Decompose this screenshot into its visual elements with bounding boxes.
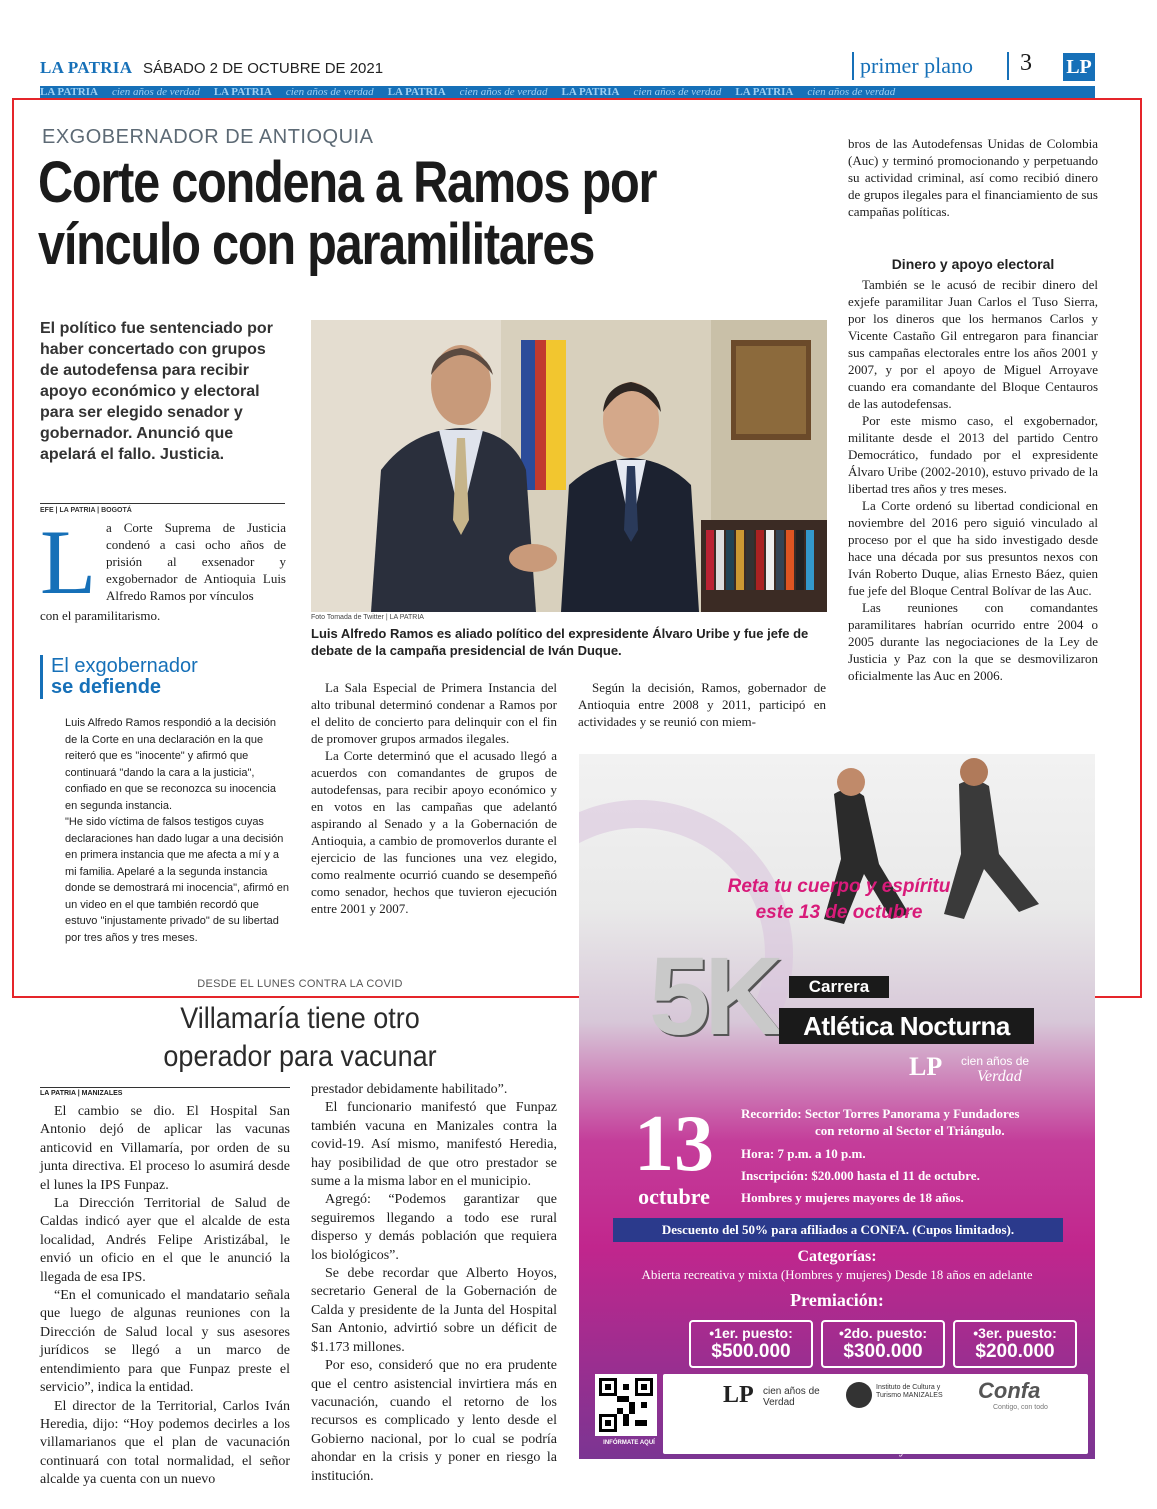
sponsor-instituto: Instituto de Cultura y Turismo MANIZALES <box>876 1384 943 1399</box>
article-lead <box>106 519 286 604</box>
ad-prize-1 <box>689 1320 813 1368</box>
article-paragraph: Por este mismo caso, el exgobernador, militante desde el 2013 del partido Centro Democrático, fundado por el expresidente Álvaro Uribe (2002-2010), estuvo privado de la libertad tres años y tres meses. <box>848 413 1098 496</box>
story2-paragraph: Se debe recordar que Alberto Hoyos, secretario General de la Gobernación de Calda y presidente de la Junta del Hospital San Antonio, advirtió sobre un déficit de $1.173 millones. <box>311 1266 557 1355</box>
article-paragraph: También se le acusó de recibir dinero del exjefe paramilitar Juan Carlos el Tuso Sierra, por los dineros que los hermanos Carlos y Vicente Castaño Gil entregaron para financiar sus campañas electorales entre los años 2001 y 2007, y por el apoyo de Miguel Arroyave cuando era comandante del Bloque Centauros de las autodefensas. <box>848 277 1098 411</box>
ad-time: Hora: 7 p.m. a 10 p.m. <box>741 1146 866 1161</box>
prize-place: •1er. puesto: <box>709 1325 793 1341</box>
ad-requirement: Hombres y mujeres mayores de 18 años. <box>741 1190 964 1205</box>
story2-paragraph: El funcionario manifestó que Funpaz también vacuna en Manizales contra la covid-19. Así mismo, manifestó Heredia, hay posibilidad de que otro prestador se sume a la misma labor en el municipio. <box>311 1100 557 1190</box>
prize-place: •2do. puesto: <box>838 1325 928 1341</box>
article-column-3 <box>578 679 826 730</box>
lp-logo: LP <box>1063 53 1095 81</box>
sidebar-title-2: se defiende <box>51 676 162 698</box>
ad-route-2: con retorno al Sector el Triángulo. <box>815 1123 1005 1138</box>
ad-verdad: Verdad <box>977 1068 1022 1085</box>
masthead-date: SÁBADO 2 DE OCTUBRE DE 2021 <box>143 60 384 77</box>
sponsor-lp: LP <box>723 1382 754 1408</box>
ad-route: Recorrido: Sector Torres Panorama y Fundadores <box>741 1106 1020 1121</box>
ad-day: 13 <box>634 1100 714 1188</box>
ad-footer-line-1: Inscripciones: Cra. 20 No. 46 - 35 La Patria Barrio Saénz <box>684 1428 990 1442</box>
story2-paragraph: prestador debidamente habilitado”. <box>311 1082 508 1097</box>
story2-headline-line-2: operador para vacunar <box>163 1040 437 1073</box>
article-paragraph: Según la decisión, Ramos, gobernador de Antioquia entre 2008 y 2011, participó en actividades y se reunió con miem- <box>578 680 826 729</box>
sidebar-paragraph: "He sido víctima de falsos testigos cuyas declaraciones han dado lugar a una decisión en primera instancia que me afecta a mí y a mi familia. Apelaré a la segunda instancia donde se demostrará mi inocencia", afirmó en un video en el que también recordó que estuvo "injustamente privado" de su libertad por tres años y tres meses. <box>65 816 290 944</box>
ad-atletica: Atlética Nocturna <box>779 1008 1034 1044</box>
sidebar-title-1: El exgobernador <box>51 655 198 677</box>
ad-discount: Descuento del 50% para afiliados a CONFA. (Cupos limitados). <box>613 1218 1063 1242</box>
ad-month: octubre <box>638 1184 710 1209</box>
ad-slogan-1: Reta tu cuerpo y espíritu <box>727 876 951 897</box>
prize-place: •3er. puesto: <box>973 1325 1057 1341</box>
ad-5k: 5K <box>649 935 778 1058</box>
strip-brand: LA PATRIA <box>387 86 446 98</box>
drop-cap: L <box>40 511 97 613</box>
strip-brand: LA PATRIA <box>213 86 272 98</box>
instituto-logo-icon <box>846 1382 872 1408</box>
story2-paragraph: La Dirección Territorial de Salud de Caldas indicó ayer que el alcalde de esta localidad, Andrés Felipe Aristizábal, le envió un oficio en el que le anunció la llegada de esa IPS. <box>40 1196 290 1285</box>
ad-slogan-2: este 13 de octubre <box>755 902 923 923</box>
ad-prize-3 <box>953 1320 1077 1368</box>
section-divider <box>1007 52 1009 80</box>
article-column-2 <box>311 679 557 917</box>
ad-carrera: Carrera <box>789 976 889 998</box>
article-lede: El político fue sentenciado por haber concertado con grupos de autodefensa para recibir apoyo económico y electoral para ser elegido senador y gobernador. Anunció que apelará el fallo. Justicia. <box>40 320 273 463</box>
strip-brand: LA PATRIA <box>561 86 620 98</box>
strip-brand: LA PATRIA <box>735 86 794 98</box>
article-subhead: Dinero y apoyo electoral <box>891 256 1055 272</box>
race-advertisement <box>579 754 1095 1459</box>
story2-kicker: DESDE EL LUNES CONTRA LA COVID <box>197 978 403 990</box>
page-number: 3 <box>1020 50 1032 76</box>
headline-line-2: vínculo con paramilitares <box>38 212 595 277</box>
story2-paragraph: Por eso, consideró que no era prudente que el centro asistencial invirtiera más en vacunación, cuando el retorno de los recursos es complicado y lento desde el Gobierno nacional, por lo cual se podría ahondar en la crisis y poner en riesgo la institución. <box>311 1358 557 1484</box>
strip-slogan: cien años de verdad <box>285 86 374 98</box>
ad-prizes-title: Premiación: <box>790 1290 884 1310</box>
ad-lp-logo: LP <box>909 1052 943 1081</box>
lead-paragraph: a Corte Suprema de Justicia condenó a casi ocho años de prisión al exsenador y exgobernador de Antioquia Luis Alfredo Ramos por vínculos <box>106 520 286 603</box>
sidebar-body <box>65 715 290 946</box>
strip-slogan: cien años de verdad <box>633 86 722 98</box>
article-headline <box>38 152 777 276</box>
story2-headline <box>66 1000 534 1076</box>
article-paragraph: La Sala Especial de Primera Instancia del alto tribunal determinó condenar a Ramos por el delito de concierto para delinquir con el fin de promover grupos armados ilegales. <box>311 680 557 746</box>
sponsor-confa-tag: Contigo, con todo <box>993 1404 1048 1411</box>
article-byline: EFE | LA PATRIA | BOGOTÁ <box>40 503 285 514</box>
article-kicker: EXGOBERNADOR DE ANTIOQUIA <box>42 126 374 148</box>
lead-paragraph-end: con el paramilitarismo. <box>40 608 161 623</box>
qr-label: INFÓRMATE AQUÍ <box>603 1440 655 1446</box>
article-photo <box>311 320 827 612</box>
section-name: primer plano <box>852 52 973 80</box>
sponsor-cien: cien años de Verdad <box>763 1386 820 1408</box>
ad-categories-desc: Abierta recreativa y mixta (Hombres y mujeres) Desde 18 años en adelante <box>641 1267 1033 1282</box>
article-paragraph: Las reuniones con comandantes paramilitares habrían ocurrido entre 2004 o 2005 durante las negociaciones de la Ley de Justicia y Paz con la que se desmovilizaron oficialmente las Auc en 2006. <box>848 600 1098 683</box>
story2-headline-line-1: Villamaría tiene otro <box>180 1002 420 1035</box>
strip-slogan: cien años de verdad <box>807 86 896 98</box>
story2-paragraph: El director de la Territorial, Carlos Iván Heredia, dijo: “Hoy podemos decirles a los villamarianos que el plan de vacunación continuará con total normalidad, el señor alcalde ya cuenta con un nuevo <box>40 1398 290 1488</box>
story2-byline: LA PATRIA | MANIZALES <box>40 1087 290 1097</box>
story2-paragraph: El cambio se dio. El Hospital San Antonio dejó de aplicar las vacunas anticovid en Villamaría, por orden de su junta directiva. El proceso lo asumirá desde el lunes la IPS Funpaz. <box>40 1104 290 1193</box>
ad-prize-2 <box>821 1320 945 1368</box>
story2-column-2 <box>311 1081 557 1486</box>
photo-caption: Luis Alfredo Ramos es aliado político del expresidente Álvaro Uribe y fue jefe de debate de la campaña presidencial de Iván Duque. <box>311 626 809 658</box>
ad-categories: Categorías: <box>797 1248 877 1265</box>
headline-line-1: Corte condena a Ramos por <box>38 150 657 215</box>
masthead-brand: LA PATRIA <box>40 58 133 77</box>
article-paragraph: bros de las Autodefensas Unidas de Colombia (Auc) y terminó promocionando y perpetuando su actividad criminal, así como recibió dinero de grupos ilegales para el financiamiento de sus campañas políticas. <box>848 136 1098 219</box>
qr-code-icon[interactable] <box>595 1374 657 1436</box>
sponsor-confa: Confa <box>978 1378 1041 1403</box>
article-paragraph: La Corte determinó que el acusado llegó a acuerdos con comandantes de grupos de autodefensas, para recibir apoyo económico y en votos en las campañas que adelantó aspirando al Senado y a la Gobernación de Antioquia, a cambio de promoverlos durante el ejercicio de las funciones una vez elegido, como realmente ocurrió cuando se desempeñó como senador, hechos que tuvieron ejecución entre 2001 y 2007. <box>311 748 557 916</box>
prize-amount: $500.000 <box>711 1341 791 1362</box>
strip-slogan: cien años de verdad <box>111 86 200 98</box>
prize-amount: $300.000 <box>843 1341 923 1362</box>
photo-credit: Foto Tomada de Twitter | LA PATRIA <box>311 614 424 621</box>
article-lead-end <box>40 607 286 624</box>
prize-amount: $200.000 <box>975 1341 1055 1362</box>
article-column-4-top <box>848 135 1098 220</box>
story2-column-1 <box>40 1103 290 1490</box>
ad-footer <box>579 1428 1095 1458</box>
sidebar-paragraph: Luis Alfredo Ramos respondió a la decisión de la Corte en una declaración en la que reiteró que es "inocente" y afirmó que continuará "dando la cara a la justicia", confiado en que se reconozca su inocencia en segunda instancia. <box>65 717 276 812</box>
article-column-4 <box>848 276 1098 684</box>
brand-strip <box>40 86 1095 98</box>
article-paragraph: La Corte ordenó su libertad condicional en noviembre del 2016 pero siguió vinculado al proceso por el que ha sido investigado desde hace una década por sus presuntos nexos con Iván Roberto Duque, alias Ernesto Báez, quien fue jefe del Bloque Central Bolívar de las Auc. <box>848 498 1098 598</box>
ad-registration: Inscripción: $20.000 hasta el 11 de octubre. <box>741 1168 980 1183</box>
ad-cien-anos: cien años de <box>961 1054 1030 1068</box>
strip-brand: LA PATRIA <box>40 86 98 98</box>
story2-paragraph: “En el comunicado el mandatario señala que luego de algunas reuniones con la Dirección de Salud local y sus asesores jurídicos se llegó a un marco de entendimiento para que Funpaz preste el servicio”, indica la entidad. <box>40 1288 290 1396</box>
story2-paragraph: Agregó: “Podemos garantizar que seguiremos llegando a todo ese rural disperso y demás población que requiera los biológicos”. <box>311 1192 557 1263</box>
handshake-photo <box>311 320 827 612</box>
sidebar-box <box>40 655 290 699</box>
ad-footer-line-2: Informes: 893 28 80 ext. 116 y 400 <box>746 1443 928 1457</box>
strip-slogan: cien años de verdad <box>459 86 548 98</box>
